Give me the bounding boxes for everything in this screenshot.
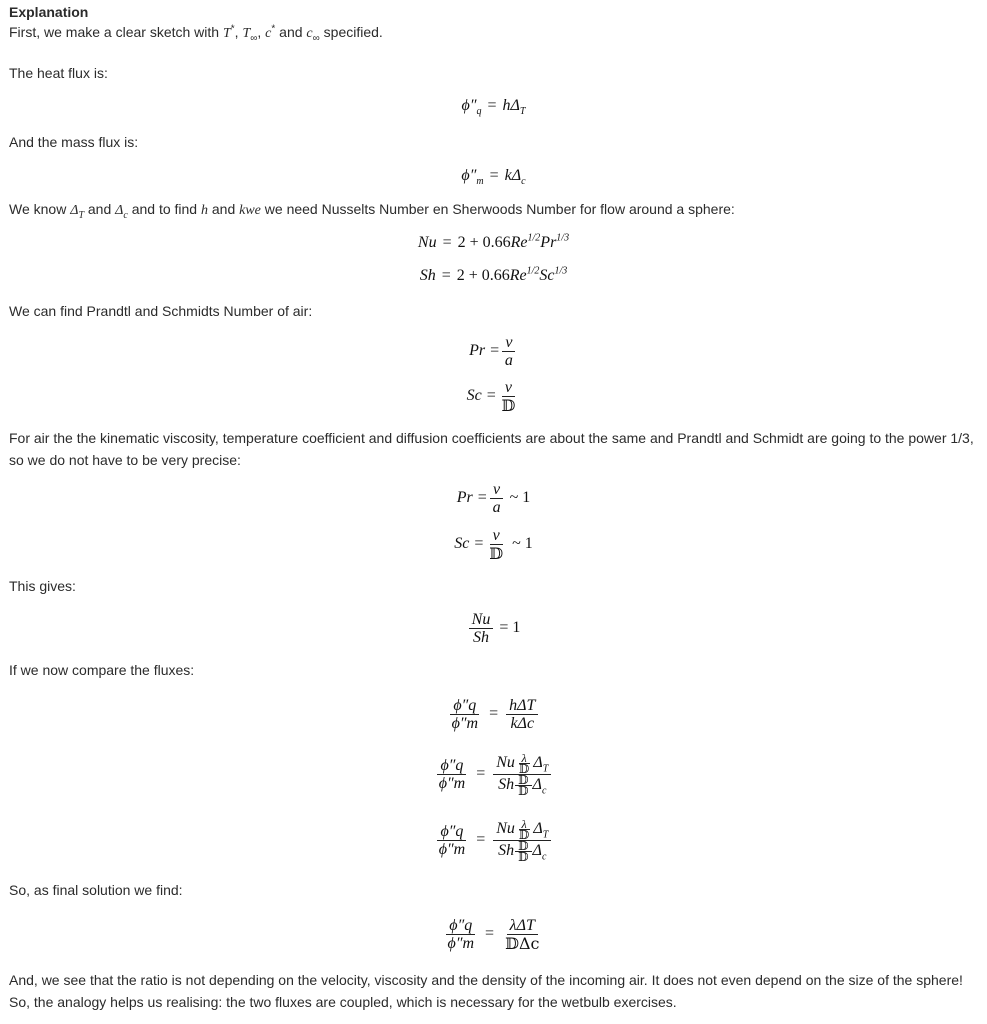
equation-flux-ratio-1: $\frac{\phi''q}{\phi''m}$ = $\frac{\text{hΔT}}{\text{kΔc}}$ [0,692,987,736]
equation-sherwood: $Sh = 2 + 0.66Re^{1/2}Sc^{1/3}$ [419,265,568,284]
t-infinity: T [242,26,251,41]
paragraph-final-solution: So, as final solution we find: [9,882,183,898]
paragraph-mass-flux: And the mass flux is: [9,134,139,150]
equation-final-solution: $\frac{\phi''q}{\phi''m}$ = $\frac{\text{λΔT}}{\text{𝔻Δc}}$ [447,916,540,953]
paragraph-air-viscosity: For air the the kinematic viscosity, temperature coefficient and diffusion coefficients are about the same and Prandtl and Schmidt are going to the power 1/3, so we do not have to be very precise: [9,430,974,468]
equation-heat-flux [0,95,987,117]
symbol-kwe: kwe [239,203,261,218]
fraction-nu-over-d: $\frac{\nu}{\text{𝔻}}$ [501,378,516,415]
paragraph-heat-flux: The heat flux is: [9,65,108,81]
paragraph-we-know: We know $\Delta_T$ and $\Delta_c$ and to find h and kwe we need Nusselts Number en Sherwoods Number for flow around a sphere: [9,201,735,221]
equation-flux-ratio-2: $\frac{\phi''q}{\phi''m}$ = Nu $\frac{\lambda}{\text{𝔻}}$ $\Delta_T$ Sh $\frac{\text{𝔻}}{\text{𝔻}}$ $\Delta_c$ [0,750,987,798]
equation-heat-flux-text: $\phi''_q = h\Delta_T$ [461,97,526,118]
c-infinity: c [306,26,313,41]
equation-schmidt-approx: Sc = $\frac{\nu}{\text{𝔻}}$ ~ 1 [454,526,533,563]
paragraph-compare-fluxes: If we now compare the fluxes: [9,662,195,678]
equation-prandtl: Pr = $\frac{\nu}{a}$ [0,332,987,370]
section-heading: Explanation [9,4,89,20]
equation-nusselt: $Nu = 2 + 0.66Re^{1/2}Pr^{1/3}$ [417,232,570,251]
c-star: c [265,26,272,41]
equation-prandtl-approx: Pr = $\frac{\nu}{a}$ ~ 1 [456,480,531,516]
paragraph-sketch: First, we make a clear sketch with T*, $T_\infty$, c* and $c_\infty$ specified. [9,23,383,44]
paragraph-prandtl-schmidt: We can find Prandtl and Schmidts Number of air: [9,303,313,319]
equation-schmidt: Sc = $\frac{\nu}{\text{𝔻}}$ [0,377,987,415]
paragraph-conclusion: And, we see that the ratio is not depending on the velocity, viscosity and the density of the incoming air. It does not even depend on the size of the sphere! So, the analogy helps us realising: the two fluxes are coupled, which is necessary for the wetbulb exercises. [9,972,963,1010]
equation-mass-flux [0,165,987,187]
equation-nu-over-sh: $\frac{Nu}{Sh}$ = 1 [0,608,987,648]
delta-t: $\Delta_T$ [70,203,84,221]
paragraph-this-gives: This gives: [9,578,76,594]
t-star: T [222,26,231,41]
delta-c: $\Delta_c$ [115,203,128,221]
symbol-h: h [200,203,208,218]
equation-mass-flux-text: $\phi''_m = k\Delta_c$ [461,167,526,188]
equation-flux-ratio-3: $\frac{\phi''q}{\phi''m}$ = Nu $\frac{\lambda}{\text{𝔻}}$ $\Delta_T$ Sh $\frac{\text{𝔻}}{\text{𝔻}}$ $\Delta_c$ [0,816,987,864]
fraction-nu-over-a: $\frac{\nu}{a}$ [502,334,516,369]
